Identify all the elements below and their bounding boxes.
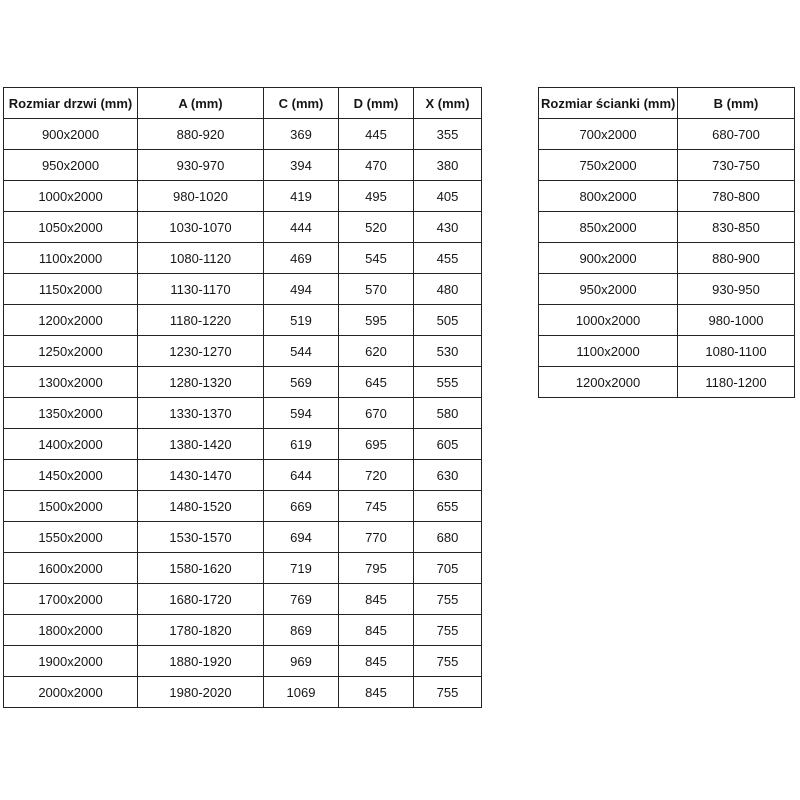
table-cell: 950x2000 (539, 274, 678, 305)
table-cell: 405 (414, 181, 482, 212)
table-row (4, 677, 482, 708)
table-cell: 1980-2020 (138, 677, 264, 708)
table-cell: 1300x2000 (4, 367, 138, 398)
table-cell: 1230-1270 (138, 336, 264, 367)
table-cell: 670 (339, 398, 414, 429)
table-row (539, 243, 795, 274)
table-cell: 869 (264, 615, 339, 646)
table-cell: 619 (264, 429, 339, 460)
table-row (4, 553, 482, 584)
table-cell: 1680-1720 (138, 584, 264, 615)
table-row (4, 274, 482, 305)
table-cell: 694 (264, 522, 339, 553)
table-cell: 1880-1920 (138, 646, 264, 677)
table-cell: 1080-1120 (138, 243, 264, 274)
table-cell: 1530-1570 (138, 522, 264, 553)
table-cell: 605 (414, 429, 482, 460)
table-cell: 369 (264, 119, 339, 150)
wall-table-header-row (539, 88, 795, 119)
table-cell: 755 (414, 584, 482, 615)
table-row (4, 522, 482, 553)
table-cell: 519 (264, 305, 339, 336)
table-row (4, 305, 482, 336)
table-cell: 930-970 (138, 150, 264, 181)
table-cell: 1780-1820 (138, 615, 264, 646)
table-cell: 1350x2000 (4, 398, 138, 429)
table-cell: 455 (414, 243, 482, 274)
table-cell: 630 (414, 460, 482, 491)
table-row (4, 615, 482, 646)
table-cell: 470 (339, 150, 414, 181)
table-cell: 1400x2000 (4, 429, 138, 460)
table-cell: 2000x2000 (4, 677, 138, 708)
column-header: B (mm) (678, 88, 795, 119)
table-cell: 570 (339, 274, 414, 305)
wall-table-body (539, 119, 795, 398)
table-cell: 394 (264, 150, 339, 181)
column-header: D (mm) (339, 88, 414, 119)
table-cell: 669 (264, 491, 339, 522)
table-cell: 755 (414, 677, 482, 708)
table-cell: 1380-1420 (138, 429, 264, 460)
table-row (4, 398, 482, 429)
table-cell: 594 (264, 398, 339, 429)
table-cell: 720 (339, 460, 414, 491)
table-cell: 1330-1370 (138, 398, 264, 429)
table-cell: 495 (339, 181, 414, 212)
table-cell: 520 (339, 212, 414, 243)
table-cell: 645 (339, 367, 414, 398)
table-row (4, 429, 482, 460)
table-cell: 900x2000 (539, 243, 678, 274)
table-cell: 494 (264, 274, 339, 305)
table-cell: 695 (339, 429, 414, 460)
table-cell: 1130-1170 (138, 274, 264, 305)
table-cell: 1050x2000 (4, 212, 138, 243)
table-cell: 430 (414, 212, 482, 243)
table-cell: 795 (339, 553, 414, 584)
table-cell: 845 (339, 615, 414, 646)
table-cell: 900x2000 (4, 119, 138, 150)
table-cell: 700x2000 (539, 119, 678, 150)
table-cell: 845 (339, 646, 414, 677)
table-cell: 680 (414, 522, 482, 553)
door-table-header-row (4, 88, 482, 119)
table-row (4, 243, 482, 274)
table-cell: 1200x2000 (4, 305, 138, 336)
table-row (4, 491, 482, 522)
table-cell: 1100x2000 (4, 243, 138, 274)
table-row (4, 119, 482, 150)
table-cell: 469 (264, 243, 339, 274)
table-cell: 1180-1220 (138, 305, 264, 336)
table-cell: 569 (264, 367, 339, 398)
table-cell: 1080-1100 (678, 336, 795, 367)
table-cell: 1280-1320 (138, 367, 264, 398)
table-cell: 750x2000 (539, 150, 678, 181)
table-cell: 1200x2000 (539, 367, 678, 398)
table-row (4, 646, 482, 677)
door-table-body (4, 119, 482, 708)
table-cell: 1450x2000 (4, 460, 138, 491)
table-cell: 1550x2000 (4, 522, 138, 553)
table-row (539, 274, 795, 305)
table-cell: 845 (339, 677, 414, 708)
table-cell: 980-1000 (678, 305, 795, 336)
table-cell: 1180-1200 (678, 367, 795, 398)
table-cell: 530 (414, 336, 482, 367)
table-cell: 544 (264, 336, 339, 367)
column-header: A (mm) (138, 88, 264, 119)
column-header: Rozmiar ścianki (mm) (539, 88, 678, 119)
table-cell: 480 (414, 274, 482, 305)
table-cell: 655 (414, 491, 482, 522)
door-sizes-table (3, 87, 482, 708)
table-cell: 969 (264, 646, 339, 677)
table-cell: 1900x2000 (4, 646, 138, 677)
table-row (539, 336, 795, 367)
column-header: C (mm) (264, 88, 339, 119)
table-row (539, 367, 795, 398)
table-cell: 880-900 (678, 243, 795, 274)
table-cell: 1069 (264, 677, 339, 708)
table-cell: 845 (339, 584, 414, 615)
table-cell: 1600x2000 (4, 553, 138, 584)
table-cell: 930-950 (678, 274, 795, 305)
table-cell: 1430-1470 (138, 460, 264, 491)
wall-sizes-table (538, 87, 795, 398)
column-header: X (mm) (414, 88, 482, 119)
table-cell: 950x2000 (4, 150, 138, 181)
table-cell: 1500x2000 (4, 491, 138, 522)
table-cell: 1250x2000 (4, 336, 138, 367)
table-row (4, 150, 482, 181)
table-row (4, 181, 482, 212)
table-cell: 880-920 (138, 119, 264, 150)
table-cell: 800x2000 (539, 181, 678, 212)
table-cell: 595 (339, 305, 414, 336)
table-cell: 755 (414, 615, 482, 646)
table-cell: 680-700 (678, 119, 795, 150)
table-cell: 1100x2000 (539, 336, 678, 367)
table-cell: 719 (264, 553, 339, 584)
table-row (4, 367, 482, 398)
table-row (4, 584, 482, 615)
table-cell: 445 (339, 119, 414, 150)
table-cell: 745 (339, 491, 414, 522)
table-cell: 705 (414, 553, 482, 584)
table-cell: 730-750 (678, 150, 795, 181)
table-row (539, 150, 795, 181)
table-cell: 755 (414, 646, 482, 677)
column-header: Rozmiar drzwi (mm) (4, 88, 138, 119)
table-cell: 1800x2000 (4, 615, 138, 646)
table-cell: 505 (414, 305, 482, 336)
table-row (539, 305, 795, 336)
table-cell: 1000x2000 (4, 181, 138, 212)
table-row (539, 212, 795, 243)
table-cell: 1580-1620 (138, 553, 264, 584)
table-cell: 780-800 (678, 181, 795, 212)
table-cell: 769 (264, 584, 339, 615)
table-row (4, 460, 482, 491)
table-cell: 980-1020 (138, 181, 264, 212)
table-cell: 830-850 (678, 212, 795, 243)
table-row (539, 181, 795, 212)
table-cell: 620 (339, 336, 414, 367)
table-cell: 380 (414, 150, 482, 181)
table-cell: 444 (264, 212, 339, 243)
table-cell: 1000x2000 (539, 305, 678, 336)
table-cell: 1700x2000 (4, 584, 138, 615)
table-cell: 1150x2000 (4, 274, 138, 305)
table-cell: 644 (264, 460, 339, 491)
table-row (4, 212, 482, 243)
table-cell: 555 (414, 367, 482, 398)
table-row (539, 119, 795, 150)
table-cell: 545 (339, 243, 414, 274)
table-cell: 355 (414, 119, 482, 150)
table-cell: 1030-1070 (138, 212, 264, 243)
table-cell: 770 (339, 522, 414, 553)
table-cell: 419 (264, 181, 339, 212)
table-row (4, 336, 482, 367)
table-cell: 850x2000 (539, 212, 678, 243)
table-cell: 580 (414, 398, 482, 429)
table-cell: 1480-1520 (138, 491, 264, 522)
